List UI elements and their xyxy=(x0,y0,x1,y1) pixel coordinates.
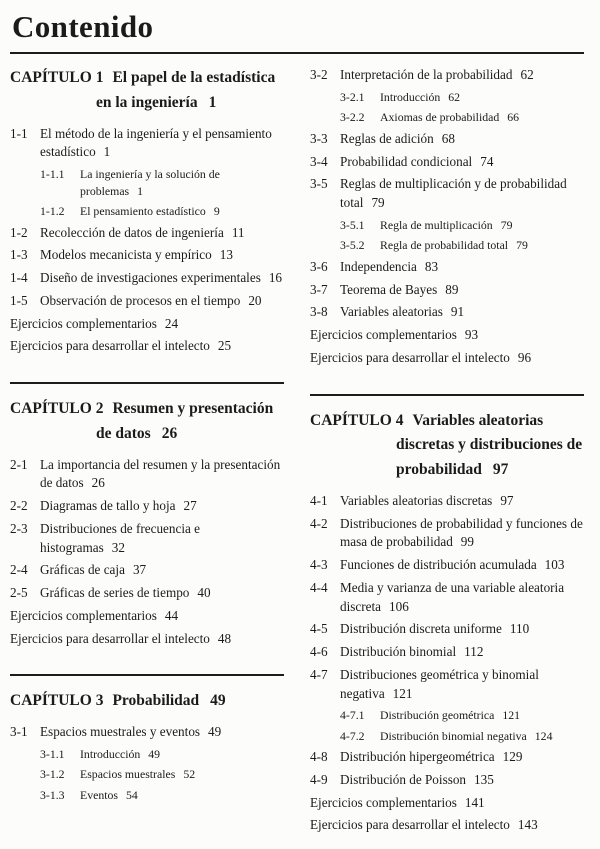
toc-entry xyxy=(340,109,584,126)
entry-number: 3-2.1 xyxy=(340,89,365,104)
entry-number: 4-4 xyxy=(310,579,328,595)
entry-text: Espacios muestrales y eventos xyxy=(40,724,201,740)
entry-text: Ejercicios complementarios xyxy=(10,315,157,331)
toc-entry xyxy=(310,303,584,322)
toc-entry xyxy=(310,794,584,813)
entry-text: Introducción xyxy=(380,89,441,104)
entry-text: Ejercicios para desarrollar el intelecto xyxy=(10,630,210,646)
toc-entry xyxy=(10,723,284,742)
chapter-heading xyxy=(10,397,284,447)
entry-number: 4-7 xyxy=(310,666,328,682)
chapter-title: Probabilidad xyxy=(112,692,200,710)
toc-entry xyxy=(310,326,584,345)
entry-page: 44 xyxy=(164,607,179,623)
toc-entry xyxy=(310,258,584,277)
entry-page: 62 xyxy=(520,67,534,83)
entry-page: 27 xyxy=(183,498,197,514)
chapter-section xyxy=(10,66,284,356)
entry-text: Independencia xyxy=(340,258,417,274)
toc-entry xyxy=(10,630,284,649)
entry-page: 143 xyxy=(517,817,538,833)
entry-page: 83 xyxy=(424,258,439,274)
entry-page: 74 xyxy=(480,153,494,169)
toc-entry xyxy=(40,203,284,220)
toc-entry xyxy=(10,315,284,334)
toc-column-2 xyxy=(310,54,584,839)
entry-page: 79 xyxy=(371,195,385,211)
toc-entry xyxy=(310,643,584,662)
entry-page: 121 xyxy=(392,685,413,701)
chapter-page: 49 xyxy=(210,692,226,710)
toc-entry xyxy=(10,561,284,580)
entry-text: Espacios muestrales xyxy=(80,767,176,782)
entry-page: 141 xyxy=(464,794,485,810)
entry-number: 2-1 xyxy=(10,456,28,472)
toc-entry xyxy=(340,728,584,745)
toc-entry xyxy=(10,269,284,288)
entry-text: Eventos xyxy=(80,787,119,802)
entry-page: 79 xyxy=(500,217,513,232)
toc-entry xyxy=(10,520,284,557)
entry-page: 68 xyxy=(441,130,455,146)
entry-number: 2-3 xyxy=(10,520,28,536)
chapter-title: Variables aleatorias discretas y distribuciones de probabilidad xyxy=(396,411,583,479)
chapter-label: CAPÍTULO 3 xyxy=(10,692,104,710)
toc-columns xyxy=(10,54,584,839)
chapter-label: CAPÍTULO 1 xyxy=(10,69,104,87)
entry-number: 3-1.1 xyxy=(40,746,65,761)
entry-number: 3-1.3 xyxy=(40,787,65,802)
entry-number: 3-3 xyxy=(310,130,328,146)
entry-page: 37 xyxy=(132,562,147,578)
entry-text: Funciones de distribución acumulada xyxy=(340,557,537,573)
chapter-title: El papel de la estadística en la ingeniería xyxy=(96,69,276,111)
entry-text: Distribución discreta uniforme xyxy=(340,621,502,637)
entry-page: 96 xyxy=(517,349,532,365)
toc-entry xyxy=(310,175,584,212)
entry-number: 1-4 xyxy=(10,270,28,286)
entry-page: 106 xyxy=(389,598,409,614)
chapter-page: 1 xyxy=(208,93,217,111)
chapter-heading xyxy=(10,66,284,116)
entry-page: 110 xyxy=(509,621,530,637)
entry-text: Ejercicios para desarrollar el intelecto xyxy=(10,338,210,354)
entry-number: 3-1.2 xyxy=(40,767,65,782)
toc-entry xyxy=(10,125,284,162)
entry-page: 97 xyxy=(500,492,514,508)
entry-number: 4-2 xyxy=(310,515,328,531)
entry-text: Regla de multiplicación xyxy=(380,217,493,232)
entry-page: 91 xyxy=(450,304,465,320)
toc-entry xyxy=(40,166,284,199)
entry-text: Reglas de multiplicación y de probabilidad total xyxy=(340,176,567,211)
toc-entry xyxy=(340,237,584,254)
toc-entry xyxy=(310,281,584,300)
toc-entry xyxy=(310,153,584,172)
entry-text: Regla de probabilidad total xyxy=(380,238,509,253)
chapter-section xyxy=(310,66,584,367)
entry-page: 32 xyxy=(111,539,125,555)
entry-text: La importancia del resumen y la presentación de datos xyxy=(40,456,281,491)
toc-entry xyxy=(340,217,584,234)
entry-page: 40 xyxy=(197,585,211,601)
entry-number: 1-2 xyxy=(10,224,28,240)
entry-text: Interpretación de la probabilidad xyxy=(340,67,513,83)
entry-text: Distribuciones de frecuencia e histogramas xyxy=(40,520,201,555)
entry-text: Gráficas de caja xyxy=(40,562,125,578)
entry-number: 4-7.2 xyxy=(340,728,365,743)
entry-page: 9 xyxy=(213,204,220,219)
entry-page: 49 xyxy=(148,746,161,761)
toc-entry xyxy=(310,66,584,85)
entry-text: Ejercicios para desarrollar el intelecto xyxy=(310,817,510,833)
entry-number: 3-5.1 xyxy=(340,217,365,232)
chapter-page: 26 xyxy=(161,424,178,442)
entry-text: Ejercicios complementarios xyxy=(310,794,457,810)
toc-entry xyxy=(40,746,284,763)
toc-entry xyxy=(310,771,584,790)
entry-page: 1 xyxy=(103,144,111,160)
entry-page: 20 xyxy=(248,292,262,308)
toc-column-1 xyxy=(10,54,284,839)
entry-number: 3-8 xyxy=(310,304,328,320)
toc-entry xyxy=(10,246,284,265)
entry-page: 11 xyxy=(231,224,245,240)
toc-entry xyxy=(310,579,584,616)
entry-text: Reglas de adición xyxy=(340,130,434,146)
toc-entry xyxy=(10,497,284,516)
entry-page: 93 xyxy=(464,327,479,343)
entry-text: Ejercicios complementarios xyxy=(310,327,457,343)
entry-number: 1-1.2 xyxy=(40,204,65,219)
entry-text: Diagramas de tallo y hoja xyxy=(40,498,176,514)
chapter-section xyxy=(10,382,284,648)
entry-page: 26 xyxy=(91,475,105,491)
toc-entry xyxy=(10,292,284,311)
entry-page: 1 xyxy=(137,183,144,198)
entry-number: 1-1.1 xyxy=(40,167,65,182)
entry-text: Introducción xyxy=(80,746,141,761)
entry-number: 1-5 xyxy=(10,292,28,308)
toc-entry xyxy=(340,707,584,724)
toc-entry xyxy=(310,130,584,149)
entry-number: 3-1 xyxy=(10,724,28,740)
entry-number: 4-7.1 xyxy=(340,708,365,723)
entry-number: 4-1 xyxy=(310,492,328,508)
entry-text: Distribuciones de probabilidad y funciones de masa de probabilidad xyxy=(340,515,583,550)
chapter-heading xyxy=(10,689,284,714)
toc-entry xyxy=(310,748,584,767)
entry-text: Variables aleatorias discretas xyxy=(340,492,493,508)
toc-entry xyxy=(10,456,284,493)
toc-entry xyxy=(310,349,584,368)
entry-page: 52 xyxy=(183,767,196,782)
entry-number: 4-9 xyxy=(310,772,328,787)
toc-entry xyxy=(340,89,584,106)
entry-number: 4-6 xyxy=(310,644,328,660)
toc-entry xyxy=(310,515,584,552)
entry-page: 62 xyxy=(448,89,461,104)
entry-page: 25 xyxy=(217,338,232,354)
entry-page: 79 xyxy=(516,238,528,253)
entry-page: 16 xyxy=(268,270,283,286)
entry-text: El método de la ingeniería y el pensamiento estadístico xyxy=(40,125,272,160)
page-title: Contenido xyxy=(12,9,154,44)
entry-text: Distribución hipergeométrica xyxy=(340,749,495,765)
entry-number: 1-1 xyxy=(10,125,28,141)
toc-entry xyxy=(10,337,284,356)
entry-text: Ejercicios complementarios xyxy=(10,607,157,623)
entry-number: 2-2 xyxy=(10,498,28,514)
toc-entry xyxy=(310,620,584,639)
entry-text: La ingeniería y la solución de problemas xyxy=(80,167,220,198)
toc-entry xyxy=(310,666,584,703)
entry-number: 4-5 xyxy=(310,621,328,637)
entry-page: 129 xyxy=(502,749,523,765)
chapter-section xyxy=(10,674,284,803)
entry-text: Ejercicios para desarrollar el intelecto xyxy=(310,349,510,365)
entry-page: 112 xyxy=(464,644,484,660)
entry-text: Distribución binomial negativa xyxy=(380,728,527,743)
chapter-label: CAPÍTULO 2 xyxy=(10,400,104,418)
entry-text: Distribución de Poisson xyxy=(340,772,467,787)
entry-page: 89 xyxy=(445,281,459,297)
entry-page: 66 xyxy=(507,110,520,125)
entry-text: El pensamiento estadístico xyxy=(80,204,206,219)
entry-page: 124 xyxy=(534,728,553,743)
entry-text: Recolección de datos de ingeniería xyxy=(40,224,224,240)
entry-number: 3-2.2 xyxy=(340,110,365,125)
toc-entry xyxy=(310,816,584,835)
entry-text: Variables aleatorias xyxy=(340,304,443,320)
entry-text: Modelos mecanicista y empírico xyxy=(40,247,212,263)
entry-page: 54 xyxy=(126,787,138,802)
entry-page: 99 xyxy=(460,534,474,550)
toc-entry xyxy=(10,224,284,243)
entry-number: 2-4 xyxy=(10,562,28,578)
entry-page: 135 xyxy=(474,772,494,787)
toc-entry xyxy=(10,584,284,603)
entry-number: 3-4 xyxy=(310,153,328,169)
entry-number: 3-5 xyxy=(310,176,328,192)
entry-text: Distribuciones geométrica y binomial negativa xyxy=(340,666,539,701)
chapter-heading xyxy=(310,409,584,483)
entry-number: 2-5 xyxy=(10,585,28,601)
entry-text: Media y varianza de una variable aleatoria discreta xyxy=(340,579,565,614)
entry-number: 3-6 xyxy=(310,258,328,274)
entry-number: 3-5.2 xyxy=(340,238,365,253)
entry-page: 24 xyxy=(164,315,179,331)
chapter-title: Resumen y presentación de datos xyxy=(96,400,274,442)
entry-number: 4-8 xyxy=(310,749,328,765)
entry-text: Teorema de Bayes xyxy=(340,281,438,297)
entry-text: Distribución binomial xyxy=(340,644,457,660)
entry-number: 1-3 xyxy=(10,247,28,263)
toc-entry xyxy=(310,492,584,511)
entry-page: 49 xyxy=(208,724,222,740)
toc-entry xyxy=(10,607,284,626)
entry-page: 103 xyxy=(544,557,565,573)
chapter-page: 97 xyxy=(492,461,509,479)
entry-page: 48 xyxy=(217,630,232,646)
entry-number: 3-2 xyxy=(310,67,328,83)
entry-text: Diseño de investigaciones experimentales xyxy=(40,270,261,286)
entry-number: 4-3 xyxy=(310,557,328,573)
entry-page: 13 xyxy=(219,247,233,263)
toc-entry xyxy=(40,787,284,804)
entry-page: 121 xyxy=(502,708,521,723)
toc-entry xyxy=(40,766,284,783)
entry-text: Observación de procesos en el tiempo xyxy=(40,292,241,308)
entry-text: Gráficas de series de tiempo xyxy=(40,585,190,601)
entry-text: Probabilidad condicional xyxy=(340,153,473,169)
chapter-section xyxy=(310,394,584,836)
entry-text: Distribución geométrica xyxy=(380,708,495,723)
entry-text: Axiomas de probabilidad xyxy=(380,110,500,125)
toc-entry xyxy=(310,556,584,575)
entry-number: 3-7 xyxy=(310,281,328,297)
chapter-label: CAPÍTULO 4 xyxy=(310,411,404,429)
